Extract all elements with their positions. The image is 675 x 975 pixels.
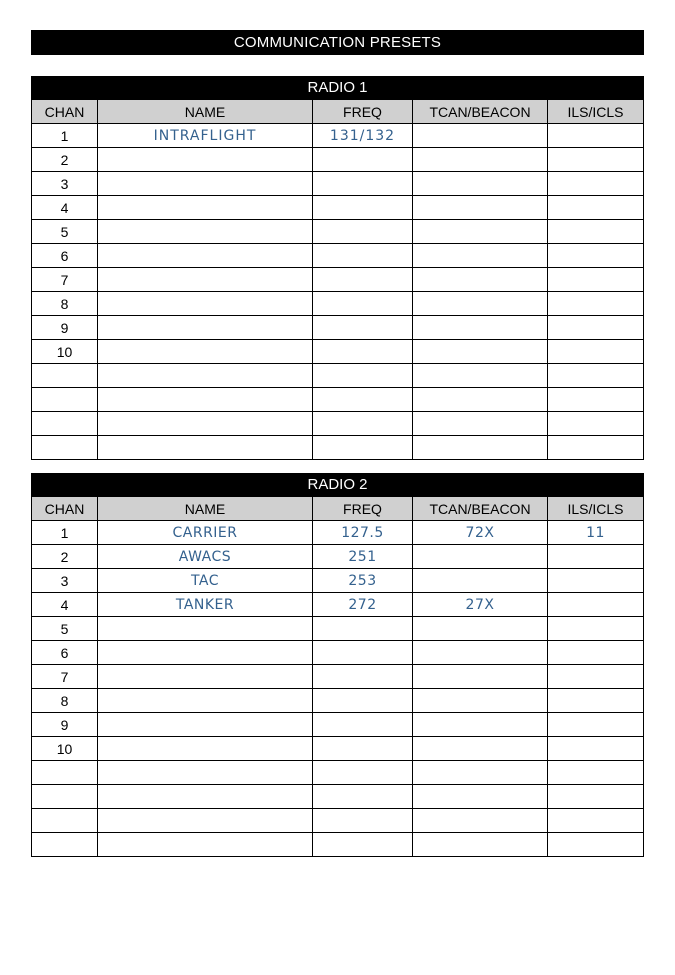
cell-freq[interactable] — [313, 641, 413, 665]
cell-freq[interactable]: 253 — [313, 569, 413, 593]
table-row — [32, 436, 644, 460]
cell-freq[interactable] — [313, 364, 413, 388]
cell-freq[interactable]: 272 — [313, 593, 413, 617]
cell-name[interactable] — [98, 316, 313, 340]
cell-tcan[interactable] — [413, 617, 548, 641]
cell-tcan[interactable] — [413, 244, 548, 268]
cell-tcan[interactable] — [413, 785, 548, 809]
cell-chan: 1 — [32, 124, 98, 148]
table-row — [32, 737, 644, 761]
table-header-row — [32, 100, 644, 124]
cell-ils[interactable] — [548, 148, 644, 172]
cell-freq[interactable] — [313, 809, 413, 833]
cell-name[interactable] — [98, 268, 313, 292]
cell-chan: 7 — [32, 665, 98, 689]
table-row — [32, 761, 644, 785]
cell-freq[interactable] — [313, 340, 413, 364]
cell-chan — [32, 412, 98, 436]
cell-freq[interactable] — [313, 833, 413, 857]
table-row — [32, 340, 644, 364]
cell-tcan[interactable] — [413, 665, 548, 689]
table-row — [32, 364, 644, 388]
cell-ils[interactable] — [548, 316, 644, 340]
table-row — [32, 665, 644, 689]
cell-name[interactable] — [98, 412, 313, 436]
table-row — [32, 617, 644, 641]
page-title: COMMUNICATION PRESETS — [31, 30, 644, 55]
radio-1-rows — [32, 124, 644, 460]
cell-name[interactable] — [98, 436, 313, 460]
cell-freq[interactable] — [313, 617, 413, 641]
cell-ils[interactable] — [548, 436, 644, 460]
cell-ils[interactable] — [548, 364, 644, 388]
cell-chan: 8 — [32, 689, 98, 713]
cell-name[interactable] — [98, 833, 313, 857]
radio-2-table — [31, 496, 644, 857]
cell-name[interactable] — [98, 713, 313, 737]
cell-name[interactable] — [98, 761, 313, 785]
table-header-row — [32, 497, 644, 521]
cell-tcan[interactable] — [413, 172, 548, 196]
cell-tcan[interactable] — [413, 569, 548, 593]
cell-chan: 6 — [32, 244, 98, 268]
cell-tcan[interactable] — [413, 737, 548, 761]
table-row — [32, 689, 644, 713]
cell-ils[interactable] — [548, 196, 644, 220]
section-title-radio-2: RADIO 2 — [31, 473, 644, 496]
cell-tcan[interactable] — [413, 761, 548, 785]
cell-name[interactable] — [98, 689, 313, 713]
section-title-radio-1: RADIO 1 — [31, 76, 644, 99]
cell-name[interactable] — [98, 196, 313, 220]
cell-ils[interactable] — [548, 809, 644, 833]
cell-tcan[interactable] — [413, 196, 548, 220]
cell-name[interactable] — [98, 641, 313, 665]
cell-tcan[interactable] — [413, 689, 548, 713]
cell-name[interactable] — [98, 220, 313, 244]
cell-ils[interactable] — [548, 292, 644, 316]
cell-chan: 2 — [32, 545, 98, 569]
cell-name[interactable] — [98, 785, 313, 809]
cell-chan: 10 — [32, 340, 98, 364]
table-row — [32, 809, 644, 833]
cell-name[interactable] — [98, 172, 313, 196]
cell-tcan[interactable] — [413, 364, 548, 388]
table-row — [32, 172, 644, 196]
cell-freq[interactable] — [313, 220, 413, 244]
cell-freq[interactable] — [313, 665, 413, 689]
radio-1-table — [31, 99, 644, 460]
cell-name[interactable]: CARRIER — [98, 521, 313, 545]
column-header-ils: ILS/ICLS — [548, 497, 644, 521]
cell-freq[interactable] — [313, 785, 413, 809]
cell-ils[interactable] — [548, 172, 644, 196]
cell-ils[interactable] — [548, 665, 644, 689]
cell-ils[interactable] — [548, 244, 644, 268]
column-header-tcan: TCAN/BEACON — [413, 100, 548, 124]
cell-ils[interactable] — [548, 412, 644, 436]
cell-freq[interactable] — [313, 292, 413, 316]
cell-name[interactable] — [98, 340, 313, 364]
cell-ils[interactable] — [548, 268, 644, 292]
cell-name[interactable]: INTRAFLIGHT — [98, 124, 313, 148]
cell-name[interactable] — [98, 665, 313, 689]
table-row — [32, 521, 644, 545]
cell-freq[interactable]: 251 — [313, 545, 413, 569]
cell-chan — [32, 761, 98, 785]
cell-ils[interactable] — [548, 124, 644, 148]
cell-freq[interactable]: 131/132 — [313, 124, 413, 148]
cell-chan: 9 — [32, 713, 98, 737]
table-row — [32, 292, 644, 316]
cell-tcan[interactable] — [413, 713, 548, 737]
table-row — [32, 388, 644, 412]
table-row — [32, 785, 644, 809]
cell-freq[interactable] — [313, 172, 413, 196]
table-row — [32, 148, 644, 172]
table-row — [32, 833, 644, 857]
cell-tcan[interactable] — [413, 833, 548, 857]
cell-tcan[interactable] — [413, 412, 548, 436]
cell-ils[interactable]: 11 — [548, 521, 644, 545]
cell-chan: 3 — [32, 172, 98, 196]
cell-name[interactable] — [98, 364, 313, 388]
cell-chan: 9 — [32, 316, 98, 340]
cell-name[interactable] — [98, 737, 313, 761]
cell-ils[interactable] — [548, 388, 644, 412]
cell-freq[interactable] — [313, 268, 413, 292]
table-row — [32, 412, 644, 436]
table-row — [32, 220, 644, 244]
cell-chan — [32, 364, 98, 388]
cell-chan: 4 — [32, 196, 98, 220]
cell-tcan[interactable] — [413, 148, 548, 172]
cell-name[interactable]: TAC — [98, 569, 313, 593]
section-gap — [31, 460, 644, 473]
cell-name[interactable] — [98, 148, 313, 172]
column-header-freq: FREQ — [313, 100, 413, 124]
column-header-name: NAME — [98, 497, 313, 521]
cell-freq[interactable] — [313, 244, 413, 268]
cell-freq[interactable] — [313, 737, 413, 761]
cell-tcan[interactable] — [413, 641, 548, 665]
cell-ils[interactable] — [548, 593, 644, 617]
cell-tcan[interactable]: 72X — [413, 521, 548, 545]
cell-freq[interactable] — [313, 388, 413, 412]
cell-name[interactable]: AWACS — [98, 545, 313, 569]
cell-chan — [32, 785, 98, 809]
cell-tcan[interactable] — [413, 809, 548, 833]
column-header-freq: FREQ — [313, 497, 413, 521]
table-row — [32, 244, 644, 268]
radio-2-rows — [32, 521, 644, 857]
table-row — [32, 316, 644, 340]
cell-freq[interactable] — [313, 436, 413, 460]
cell-freq[interactable] — [313, 148, 413, 172]
cell-chan: 5 — [32, 220, 98, 244]
cell-freq[interactable]: 127.5 — [313, 521, 413, 545]
column-header-chan: CHAN — [32, 100, 98, 124]
cell-freq[interactable] — [313, 713, 413, 737]
cell-ils[interactable] — [548, 737, 644, 761]
cell-freq[interactable] — [313, 689, 413, 713]
column-header-tcan: TCAN/BEACON — [413, 497, 548, 521]
cell-tcan[interactable] — [413, 220, 548, 244]
cell-chan: 7 — [32, 268, 98, 292]
cell-tcan[interactable] — [413, 388, 548, 412]
cell-name[interactable] — [98, 388, 313, 412]
table-row — [32, 124, 644, 148]
cell-name[interactable]: TANKER — [98, 593, 313, 617]
cell-chan — [32, 833, 98, 857]
cell-chan: 10 — [32, 737, 98, 761]
cell-chan: 3 — [32, 569, 98, 593]
cell-name[interactable] — [98, 617, 313, 641]
table-row — [32, 545, 644, 569]
column-header-chan: CHAN — [32, 497, 98, 521]
cell-tcan[interactable]: 27X — [413, 593, 548, 617]
cell-tcan[interactable] — [413, 124, 548, 148]
table-row — [32, 713, 644, 737]
cell-chan — [32, 388, 98, 412]
table-row — [32, 268, 644, 292]
cell-ils[interactable] — [548, 641, 644, 665]
cell-ils[interactable] — [548, 340, 644, 364]
comm-presets-sheet — [31, 30, 644, 857]
cell-tcan[interactable] — [413, 268, 548, 292]
cell-ils[interactable] — [548, 545, 644, 569]
cell-chan: 2 — [32, 148, 98, 172]
cell-tcan[interactable] — [413, 316, 548, 340]
cell-name[interactable] — [98, 809, 313, 833]
cell-tcan[interactable] — [413, 545, 548, 569]
cell-chan: 8 — [32, 292, 98, 316]
cell-name[interactable] — [98, 244, 313, 268]
cell-tcan[interactable] — [413, 340, 548, 364]
table-row — [32, 569, 644, 593]
table-row — [32, 641, 644, 665]
cell-ils[interactable] — [548, 617, 644, 641]
title-spacer — [31, 55, 644, 76]
cell-freq[interactable] — [313, 412, 413, 436]
cell-ils[interactable] — [548, 785, 644, 809]
table-row — [32, 196, 644, 220]
cell-freq[interactable] — [313, 316, 413, 340]
cell-ils[interactable] — [548, 761, 644, 785]
cell-ils[interactable] — [548, 713, 644, 737]
cell-chan — [32, 436, 98, 460]
cell-ils[interactable] — [548, 569, 644, 593]
cell-chan: 5 — [32, 617, 98, 641]
cell-ils[interactable] — [548, 833, 644, 857]
cell-freq[interactable] — [313, 196, 413, 220]
cell-chan: 6 — [32, 641, 98, 665]
cell-ils[interactable] — [548, 220, 644, 244]
column-header-ils: ILS/ICLS — [548, 100, 644, 124]
cell-freq[interactable] — [313, 761, 413, 785]
cell-ils[interactable] — [548, 689, 644, 713]
cell-tcan[interactable] — [413, 292, 548, 316]
cell-name[interactable] — [98, 292, 313, 316]
cell-tcan[interactable] — [413, 436, 548, 460]
cell-chan: 4 — [32, 593, 98, 617]
column-header-name: NAME — [98, 100, 313, 124]
table-row — [32, 593, 644, 617]
cell-chan: 1 — [32, 521, 98, 545]
cell-chan — [32, 809, 98, 833]
